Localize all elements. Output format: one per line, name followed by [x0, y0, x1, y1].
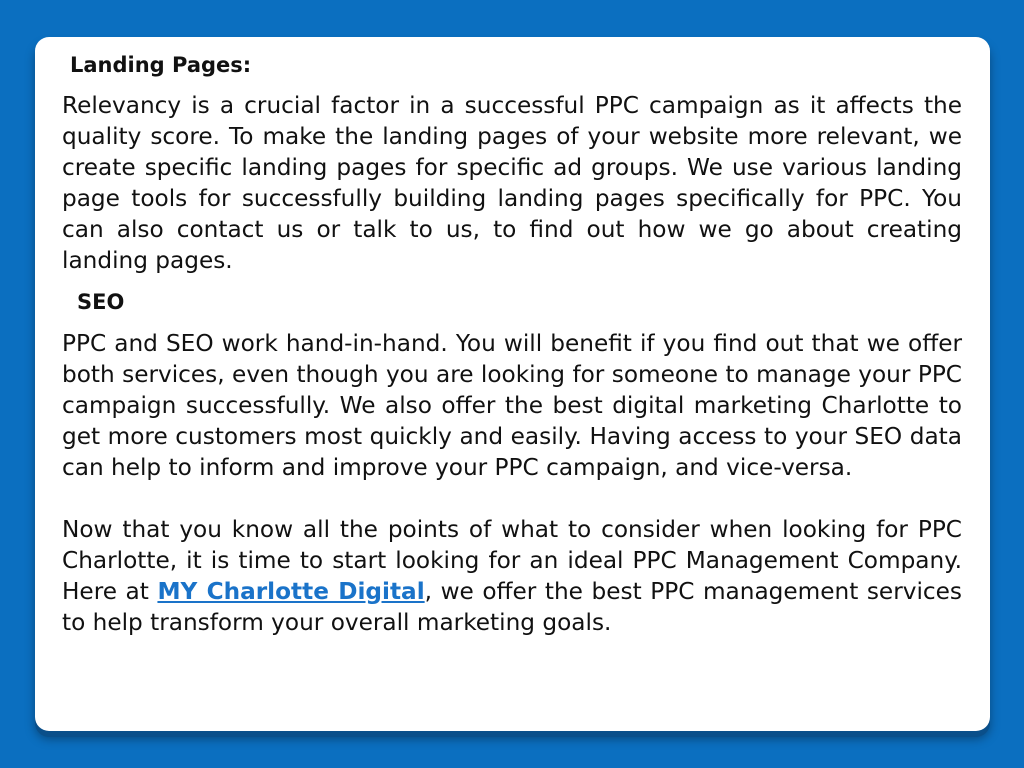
- my-charlotte-digital-link[interactable]: MY Charlotte Digital: [157, 578, 425, 605]
- seo-paragraph: PPC and SEO work hand-in-hand. You will benefit if you find out that we offer both services, even though you are looking for someone to manage your PPC campaign successfully. We also offer the best digital marketing Charlotte to get more customers most quickly and easily. Having access to your SEO data can help to inform and improve your PPC campaign, and vice-versa.: [62, 330, 962, 481]
- landing-pages-heading: Landing Pages:: [70, 53, 252, 77]
- closing-paragraph: [62, 514, 962, 638]
- slide-content: [62, 50, 962, 638]
- seo-heading: SEO: [77, 290, 125, 314]
- closing-text-before-link: Now that you know all the points of what to consider when looking for PPC Charlotte, it is time to start looking for an ideal PPC Management Company. Here at: [62, 516, 962, 605]
- closing-text-after-link: , we offer the best PPC management services to help transform your overall marketing goals.: [62, 578, 962, 636]
- landing-pages-paragraph: Relevancy is a crucial factor in a successful PPC campaign as it affects the quality score. To make the landing pages of your website more relevant, we create specific landing pages for specific ad groups. We use various landing page tools for successfully building landing pages specifically for PPC. You can also contact us or talk to us, to find out how we go about creating landing pages.: [62, 92, 962, 274]
